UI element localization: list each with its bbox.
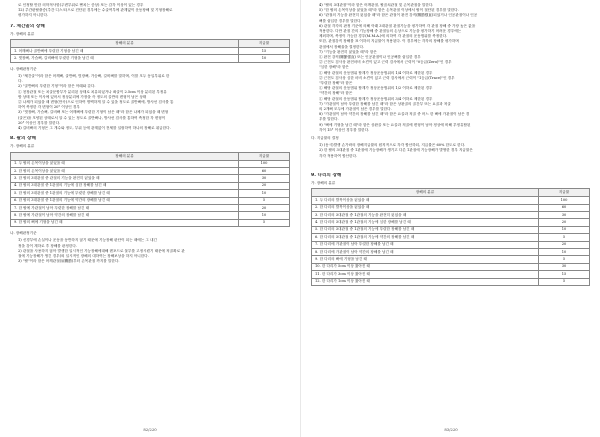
text-line: (골은)을 모양된 상태로서 알 수 있는 정도로 골반뼈나, 방사선 검사를 통하여 측정한 각 변형이 [18,115,166,120]
left-intro-text [10,3,290,19]
text-line: 합 상태 또는 이사에 있어서 정상분리에 가장을 즉 정도의 골반의 변형이 남은 상태 [18,94,147,99]
text-line: 또한, 관절강직 장해를 표 이하의 지급률이 적용된다. 이 경우에는 각각의 장해를 평가하며 [319,39,459,44]
table-row [312,212,590,219]
payment-rate-cell: 100 [239,160,290,167]
table-header-rate: 지급률 [239,40,290,48]
disability-classification-cell: 7. 한 팔에 가관절이 남아 뚜렷한 장해를 남긴 때 [11,204,239,211]
text-line: 2) 관절을 사용하지 않아 발생한 일시적인 기능장해에대해 렌포드로 물부를 고정시켰기 때문에 척골확로 관 [18,248,185,253]
text-line: 의 2개뼈 모두에 가관절이 남은 경우를 말한다. [319,107,392,112]
text-line: ① 완전 강직(關節强直) 또는 인공관절이나 인공뼈를 삽입한 경우 [319,55,421,60]
table-header-classification: 장해의 분류 [312,189,539,197]
leg-disability-table [311,188,590,286]
section-9-title: 9. 다리의 장해 [311,172,342,178]
table-row [312,256,590,263]
text-line: 각이 15° 이상인 경우를 말한다. [319,127,370,132]
table-row [11,197,290,204]
text-line: 다. [18,79,23,84]
table-row [312,226,590,233]
table-row [312,263,590,270]
text-line: ① 해당 관절의 운동범위 합계가 정상운동범위의 1/4 이하로 제한된 경우 [319,70,433,75]
payment-rate-cell: 5 [239,197,290,204]
payment-rate-cell: 10 [539,249,590,256]
text-line: 1) (동시)발생 손가락의 장해지급률의 원칙적으로 각각 합산하되, 지급률은 60% 한도로 한다. [319,143,466,148]
text-line: ① 해당 관절의 운동범위 합계가 정상운동범위의 3/4 이하로 제한된 경우 [319,96,433,101]
payment-rate-cell: 10 [239,55,290,62]
right-criteria-b [311,50,590,102]
payment-rate-cell: 10 [539,226,590,233]
text-line: 4) "팔의 3대관절"이라 함은 어깨관절, 팔꿈치관절 및 손목관절을 말한다. [319,3,434,7]
payment-rate-cell: 20 [239,204,290,211]
table-row [312,278,590,285]
text-line: 4) 갈비뼈의 기형은 그 개수와 정도, 부위 등에 관계없이 전체를 일괄하여 하나의 장해로 취급한다. [18,126,171,131]
text-line: 7) "기능을 완전히 잃었을 때"라 함은 [319,49,377,54]
section-7-subtitle-classification: 가. 장해의 분류 [10,31,35,36]
text-line: 평가하지 아니한다. [18,13,49,18]
right-intro-text [311,3,590,24]
text-line: 2) 한 팔의 3대관절 중 1관절에 기능장해가 생기고 다른 1관절에 기능장해가 발생한 경우 지급률은 [319,148,473,153]
payment-rate-cell: 20 [239,182,290,189]
text-line: 8) "가관절이 남아 약간의 장해를 남긴 때"라 함은 요골과 척골 중 어느 한 뼈에 가관절이 남은 경 [319,112,470,117]
payment-rate-cell: 60 [239,168,290,175]
table-row [312,197,590,204]
section-7-criteria [10,74,290,131]
text-line: 1) 신경부에 손실이나 운동을 동반하지 않기 때문에 기능장해 판단이 되는 때에는 그 내긴 [18,238,157,243]
table-row [312,241,590,248]
section-9-subtitle-classification: 가. 장해의 분류 [311,181,336,186]
text-line: "심한 장해"라 함은 [319,65,349,70]
text-line: ① 천장관절 또는 치골문합부가 분리된 상태로 치유되었거나 좌골이 2.5cm 이상 분리된 부정유 [18,89,167,94]
disability-classification-cell: 2. 빗장뼈, 가슴뼈, 갈비뼈에 뚜렷한 기형을 남긴 때 [11,55,239,62]
disability-classification-cell: 8. 한 팔에 가관절이 남아 약간의 장해를 남긴 때 [11,212,239,219]
payment-rate-cell: 100 [539,197,590,204]
section-7-subtitle-criteria: 나. 장해판정기준 [10,66,37,71]
text-line: ② 근전도 검사상 심한 마비 소견이 있고 근력 검사에서 근력이 "1등급(Trace)"인 경우 [319,75,455,80]
text-line: 우를 말한다. [319,117,339,122]
text-line: 3) "팔"이라 함은 어깨관절(肩關節)부터 손목관절 까지를 말한다. [18,259,120,264]
table-row [312,204,590,211]
payment-rate-cell: 30 [539,263,590,270]
disability-classification-cell: 6. 한 팔의 3대관절 중 1관절의 기능에 약간의 장해를 남긴 때 [11,197,239,204]
payment-rate-cell: 5 [539,256,590,263]
text-line: 7) "가관절이 남아 뚜렷한 장해를 남긴 때"라 함은 상완골의 골간부 또는 요골과 척골 [319,101,451,106]
text-line: 6) "관절의 기능을 완전히 잃었을 때"라 함은 관절이 완전 강직(關節强直)되었거나 인공관절이나 인공 [319,13,478,18]
payment-rate-cell: 15 [539,271,590,278]
disability-classification-cell: 10. 한 다리가 5cm 이상 짧아진 때 [312,263,539,270]
payment-rate-cell: 5 [239,219,290,226]
disability-classification-cell: 9. 한 팔의 뼈에 기형을 남긴 때 [11,219,239,226]
table-row [11,48,290,55]
text-line: 뼈를 삽입한 경우를 말한다. [319,18,362,23]
payment-rate-cell: 10 [239,212,290,219]
table-row [11,190,290,197]
payment-rate-cell: 20 [539,219,590,226]
payment-rate-cell: 30 [539,212,590,219]
disability-classification-cell: 4. 한 팔의 3대관절 중 1관절의 기능에 심한 장해를 남긴 때 [11,182,239,189]
trunk-bone-disability-table [10,39,290,63]
table-header-classification: 장해의 분류 [11,40,239,48]
text-line: 3) "빗장뼈, 가슴뼈, 갈비뼈 또는 어깨뼈에 뚜렷한 기형이 남은 때"라 함은 나체가 되었을 때 변형 [18,110,169,115]
table-header-classification: 장해의 분류 [11,152,239,160]
right-criteria-c [311,102,590,133]
text-line: ② 근전도 검사상 완전마비 소견이 있고 근력 검사에서 근력이 "0등급(Zero)"인 경우 [319,60,452,65]
payment-rate-cell: 15 [239,48,290,55]
table-row [11,175,290,182]
text-line: "뚜렷한 장해"라 함은 [319,81,353,86]
payment-rate-cell: 30 [239,175,290,182]
table-row [11,204,290,211]
disability-classification-cell: 5. 한 팔의 3대관절 중 1관절의 기능에 뚜렷한 장해를 남긴 때 [11,190,239,197]
payment-rate-cell: 20 [539,241,590,248]
arm-disability-table [10,152,290,228]
right-criteria-a [311,24,590,50]
page-number: 83/220 [444,426,458,432]
right-criteria-d [311,143,590,159]
text-line: 각각 적용하여 합산한다. [319,153,358,158]
disability-classification-cell: 7. 한 다리에 가관절이 남아 뚜렷한 장해를 남긴 때 [312,241,539,248]
payment-rate-cell: 60 [539,204,590,211]
table-row [11,219,290,226]
page-number: 82/220 [143,426,157,432]
table-header-rate: 지급률 [539,189,590,197]
payment-rate-cell: 10 [239,190,290,197]
text-line: ① 해당 관절의 운동범위 합계가 정상운동범위의 1/2 이하로 제한된 경우 [319,86,433,91]
disability-classification-cell: 9. 한 다리의 뼈에 기형을 남긴 때 [312,256,539,263]
disability-classification-cell: 8. 한 다리에 가관절이 남아 약간의 장해를 남긴 때 [312,249,539,256]
section-8-criteria [10,238,290,264]
table-row [11,168,290,175]
table-row [11,160,290,167]
table-row [11,182,290,189]
table-row [11,212,290,219]
payment-rate-cell: 5 [539,234,590,241]
text-line: 적용한다. 다만 관절 간의 기능장해 중 관절들의 손상으로 기능을 평가하기 어려운 경우에는 [319,29,462,34]
table-row [312,271,590,278]
disability-classification-cell: 6. 한 다리의 3대관절 중 1관절의 기능에 약간의 장해를 남긴 때 [312,234,539,241]
text-line: 관절에서 장해율을 결정한다. [319,44,365,49]
disability-classification-cell: 1. 어깨뼈나 골반뼈에 뚜렷한 기형을 남긴 때 [11,48,239,55]
disability-classification-cell: 3. 한 팔의 3대관절 중 관절의 기능을 완전히 잃었을 때 [11,175,239,182]
disability-classification-cell: 1. 두 다리의 발목이상을 잃었을 때 [312,197,539,204]
table-row [312,249,590,256]
disability-classification-cell: 11. 한 다리가 3cm 이상 짧아진 때 [312,271,539,278]
text-line: ② 나체가 되었을 때 변형(만곡)으로 인하여 명백하게 알 수 있을 정도로 골반뼈에, 방사선 검사를 통 [18,100,174,105]
table-row [312,234,590,241]
disability-classification-cell: 1. 두 팔의 손목이상을 잃었을 때 [11,160,239,167]
table-row [11,55,290,62]
text-line: 6) 관절 각각의 판정 기준에 의해 아래 3대관절 관절기능을 평가하여 각 관절 장해 중 가장 높은 값을 [319,23,476,28]
payment-rate-cell: 5 [539,278,590,285]
disability-classification-cell: 4. 한 다리의 3대관절 중 1관절의 기능에 심한 장해를 남긴 때 [312,219,539,226]
disability-classification-cell: 5. 한 다리의 3대관절 중 1관절의 기능에 뚜렷한 장해를 남긴 때 [312,226,539,233]
text-line: 9) "뼈에 기형을 남긴 때"라 함은 상완골 또는 요골과 척골에 변형이 남아 정상에 비해 부정유합된 [319,122,471,127]
text-line: 제외하며, 측정이 가능한 경우(M.M.A.)에 의하여 각 관절의 운동범위를 측정한다. [319,34,448,39]
text-line: 로 인정할 만한 의학적사항(주변부위로 뻗치는 증상) 또는 감각 이상이 있는 경우 [18,3,144,7]
disability-classification-cell: 2. 한 팔의 손목이상을 잃었을 때 [11,168,239,175]
text-line: 12) 추간판탈출증(추간 디스크)으로 진단된 경우에는 수술여부에 관계없이 운동장해 및 기형장해로 [18,8,173,13]
text-line: 1) "체간골"이라 함은 어깨뼈, 골반뼈, 빗장뼈, 가슴뼈, 갈비뼈를 말하며, 이를 모두 동일부위로 한 [18,74,170,78]
disability-classification-cell: 2. 한 다리의 발목이상을 잃었을 때 [312,204,539,211]
text-line: 5) "한 팔의 손목이상을 잃었을 때"라 함은 손목관절 이상에서 팔이 절단된 경우를 말한다. [319,8,459,13]
text-line: 하여 측정한 각 변형이 20° 이상인 경우 [18,105,80,110]
section-8-title: 8. 팔의 장해 [10,136,36,142]
text-line: 절에 기능장해가 생긴 경우(외 일시적인 장해의 대하여는 장해보상을 하지 아니한다. [18,253,149,258]
section-7-title: 7. 체간골의 장해 [10,23,45,29]
table-header-rate: 지급률 [239,152,290,160]
disability-classification-cell: 3. 한 다리의 3대관절 중 1관절의 기능을 완전히 잃었을 때 [312,212,539,219]
table-row [312,219,590,226]
text-line: "약간의 장해"라 함은 [319,91,353,96]
disability-classification-cell: 12. 한 다리가 1cm 이상 짧아진 때 [312,278,539,285]
section-8-subtitle-criteria: 나. 장해판정기준 [10,231,37,236]
text-line: 20° 이상인 경우를 말한다. [18,120,61,125]
rate-determination-subtitle: 다. 지급률의 결정 [311,136,339,141]
right-page [300,0,600,437]
section-8-subtitle-classification: 가. 장해의 분류 [10,144,35,149]
text-line: 2) "골반뼈의 뚜렷한 기형"이라 함은 아래와 같다. [18,84,96,89]
text-line: 정을 강이 계하로 후 장해를 판정한다. [18,243,77,248]
